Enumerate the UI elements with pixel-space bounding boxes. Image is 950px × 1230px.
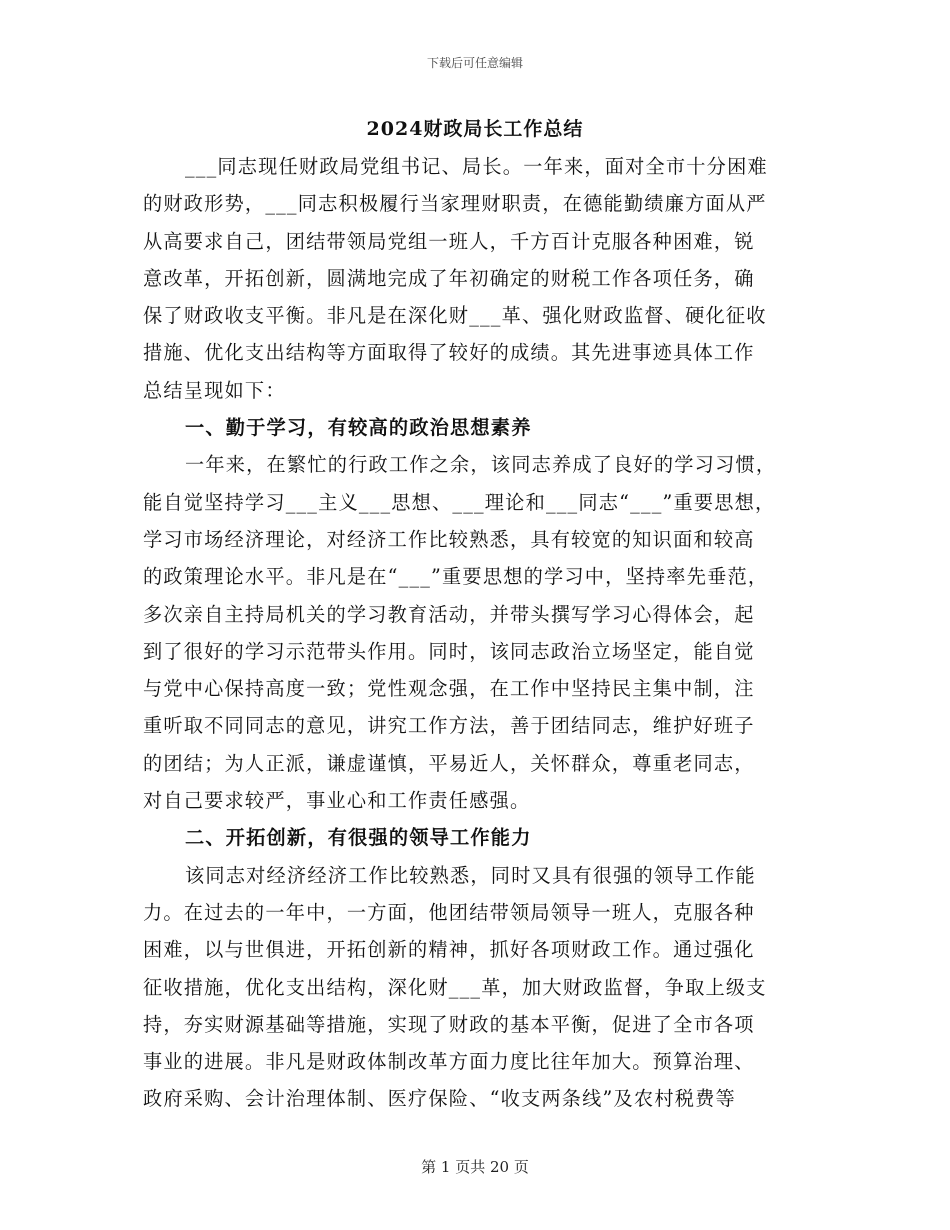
paragraph-line: 意改革，开拓创新，圆满地完成了年初确定的财税工作各项任务，确 bbox=[143, 266, 755, 290]
paragraph-line: 学习市场经济理论，对经济工作比较熟悉，具有较宽的知识面和较高 bbox=[143, 527, 755, 551]
paragraph-line: 与党中心保持高度一致；党性观念强，在工作中坚持民主集中制，注 bbox=[143, 677, 755, 701]
section-heading-2: 二、开拓创新，有很强的领导工作能力 bbox=[185, 826, 532, 850]
paragraph-line: 的财政形势，___同志积极履行当家理财职责，在德能勤绩廉方面从严 bbox=[143, 192, 767, 216]
paragraph-line: 力。在过去的一年中，一方面，他团结带领局领导一班人，克服各种 bbox=[143, 900, 755, 924]
page-header: 下载后可任意编辑 bbox=[426, 56, 523, 70]
paragraph-line: 事业的进展。非凡是财政体制改革方面力度比往年加大。预算治理、 bbox=[143, 1050, 755, 1074]
paragraph-line: ___同志现任财政局党组书记、局长。一年来，面对全市十分困难 bbox=[185, 155, 768, 178]
paragraph-line: 保了财政收支平衡。非凡是在深化财___革、强化财政监督、硬化征收 bbox=[143, 304, 767, 328]
paragraph-line: 多次亲自主持局机关的学习教育活动，并带头撰写学习心得体会，起 bbox=[143, 602, 755, 626]
paragraph-line: 该同志对经济经济工作比较熟悉，同时又具有很强的领导工作能 bbox=[185, 863, 756, 887]
paragraph-line: 征收措施，优化支出结构，深化财___革，加大财政监督，争取上级支 bbox=[143, 975, 767, 999]
page-footer: 第 1 页共 20 页 bbox=[421, 1158, 529, 1176]
paragraph-line: 政府采购、会计治理体制、医疗保险、“收支两条线”及农村税费等 bbox=[143, 1087, 736, 1111]
paragraph-line: 措施、优化支出结构等方面取得了较好的成绩。其先进事迹具体工作 bbox=[143, 341, 755, 365]
paragraph-line: 一年来，在繁忙的行政工作之余，该同志养成了良好的学习习惯， bbox=[185, 453, 777, 477]
paragraph-line: 持，夯实财源基础等措施，实现了财政的基本平衡，促进了全市各项 bbox=[143, 1012, 755, 1036]
paragraph-line: 的团结；为人正派，谦虚谨慎，平易近人，关怀群众，尊重老同志， bbox=[143, 751, 755, 775]
paragraph-line: 总结呈现如下： bbox=[143, 378, 286, 402]
paragraph-line: 能自觉坚持学习___主义___思想、___理论和___同志“___”重要思想， bbox=[143, 490, 776, 514]
paragraph-line: 从高要求自己，团结带领局党组一班人，千方百计克服各种困难，锐 bbox=[143, 229, 755, 253]
paragraph-line: 重听取不同同志的意见，讲究工作方法，善于团结同志，维护好班子 bbox=[143, 714, 755, 738]
paragraph-line: 的政策理论水平。非凡是在“___”重要思想的学习中，坚持率先垂范， bbox=[143, 565, 769, 589]
paragraph-line: 到了很好的学习示范带头作用。同时，该同志政治立场坚定，能自觉 bbox=[143, 639, 755, 663]
paragraph-line: 困难，以与世俱进，开拓创新的精神，抓好各项财政工作。通过强化 bbox=[143, 938, 755, 962]
document-body bbox=[143, 148, 811, 1118]
document-title: 2024财政局长工作总结 bbox=[366, 118, 584, 140]
section-heading-1: 一、勤于学习，有较高的政治思想素养 bbox=[185, 416, 532, 440]
paragraph-line: 对自己要求较严，事业心和工作责任感强。 bbox=[143, 789, 531, 813]
